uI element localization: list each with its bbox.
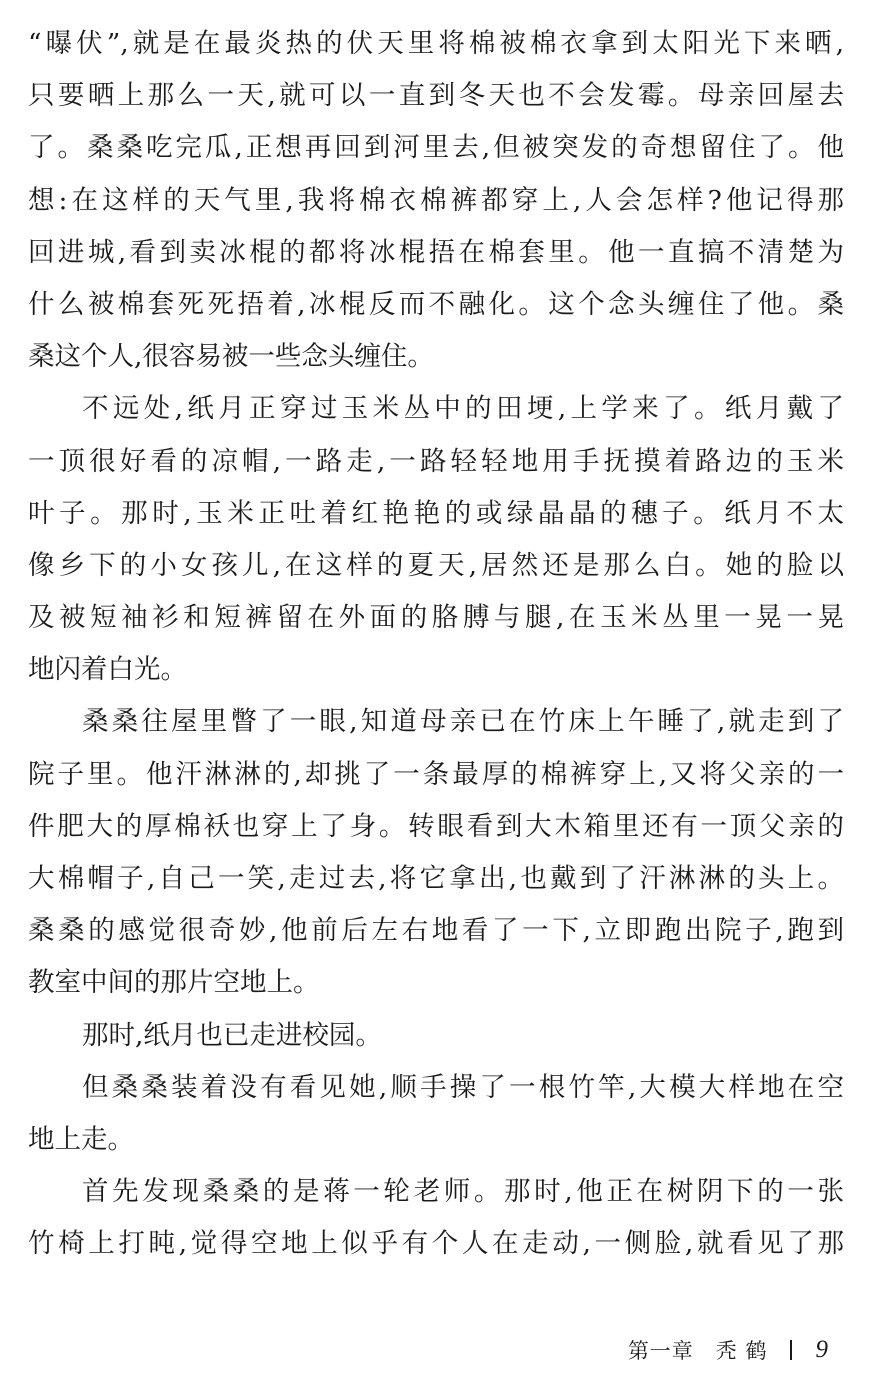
text-line: 院子里。他汗淋淋的,却挑了一条最厚的棉裤穿上,又将父亲的一 <box>28 758 844 790</box>
text-line: 桑桑往屋里瞥了一眼,知道母亲已在竹床上午睡了,就走到了 <box>82 706 844 738</box>
paragraph <box>28 18 844 383</box>
text-line: 桑桑的感觉很奇妙,他前后左右地看了一下,立即跑出院子,跑到 <box>28 915 844 947</box>
text-line: 只要晒上那么一天,就可以一直到冬天也不会发霉。母亲回屋去 <box>28 80 844 112</box>
text-line: 不远处,纸月正穿过玉米丛中的田埂,上学来了。纸月戴了 <box>82 393 844 425</box>
text-line: 地闪着白光。 <box>28 654 187 686</box>
text-line: 回进城,看到卖冰棍的都将冰棍捂在棉套里。他一直搞不清楚为 <box>28 236 844 268</box>
text-line: 叶子。那时,玉米正吐着红艳艳的或绿晶晶的穗子。纸月不太 <box>28 497 844 529</box>
paragraph <box>28 383 844 696</box>
text-line: 但桑桑装着没有看见她,顺手操了一根竹竿,大模大样地在空 <box>82 1071 844 1103</box>
paragraph <box>28 696 844 1009</box>
text-line: 那时,纸月也已走进校园。 <box>82 1019 382 1051</box>
paragraph <box>28 1062 844 1166</box>
text-line: 竹椅上打盹,觉得空地上似乎有个人在走动,一侧脸,就看见了那 <box>28 1228 844 1260</box>
text-line: 及被短袖衫和短裤留在外面的胳膊与腿,在玉米丛里一晃一晃 <box>28 602 844 634</box>
running-footer <box>628 1330 828 1370</box>
text-line: 首先发现桑桑的是蒋一轮老师。那时,他正在树阴下的一张 <box>82 1176 844 1208</box>
text-line: 桑这个人,很容易被一些念头缠住。 <box>28 341 434 373</box>
text-line: 地上走。 <box>28 1123 134 1155</box>
text-line: “曝伏”,就是在最炎热的伏天里将棉被棉衣拿到太阳光下来晒, <box>28 28 844 59</box>
text-line: 大棉帽子,自己一笑,走过去,将它拿出,也戴到了汗淋淋的头上。 <box>28 863 844 894</box>
text-line: 了。桑桑吃完瓜,正想再回到河里去,但被突发的奇想留住了。他 <box>28 132 844 164</box>
footer-separator <box>790 1340 792 1360</box>
body-text <box>28 18 844 1271</box>
text-line: 像乡下的小女孩儿,在这样的夏天,居然还是那么白。她的脸以 <box>28 549 844 581</box>
text-line: 教室中间的那片空地上。 <box>28 967 320 999</box>
text-line: 什么被棉套死死捂着,冰棍反而不融化。这个念头缠住了他。桑 <box>28 288 844 320</box>
text-line: 想:在这样的天气里,我将棉衣棉裤都穿上,人会怎样?他记得那 <box>28 184 844 216</box>
text-line: 一顶很好看的凉帽,一路走,一路轻轻地用手抚摸着路边的玉米 <box>28 445 844 477</box>
paragraph <box>28 1166 844 1270</box>
chapter-title: 第一章 秃 鹤 <box>627 1339 768 1363</box>
page-number: 9 <box>815 1336 828 1363</box>
text-line: 件肥大的厚棉袄也穿上了身。转眼看到大木箱里还有一顶父亲的 <box>28 810 844 842</box>
paragraph <box>28 1010 844 1062</box>
